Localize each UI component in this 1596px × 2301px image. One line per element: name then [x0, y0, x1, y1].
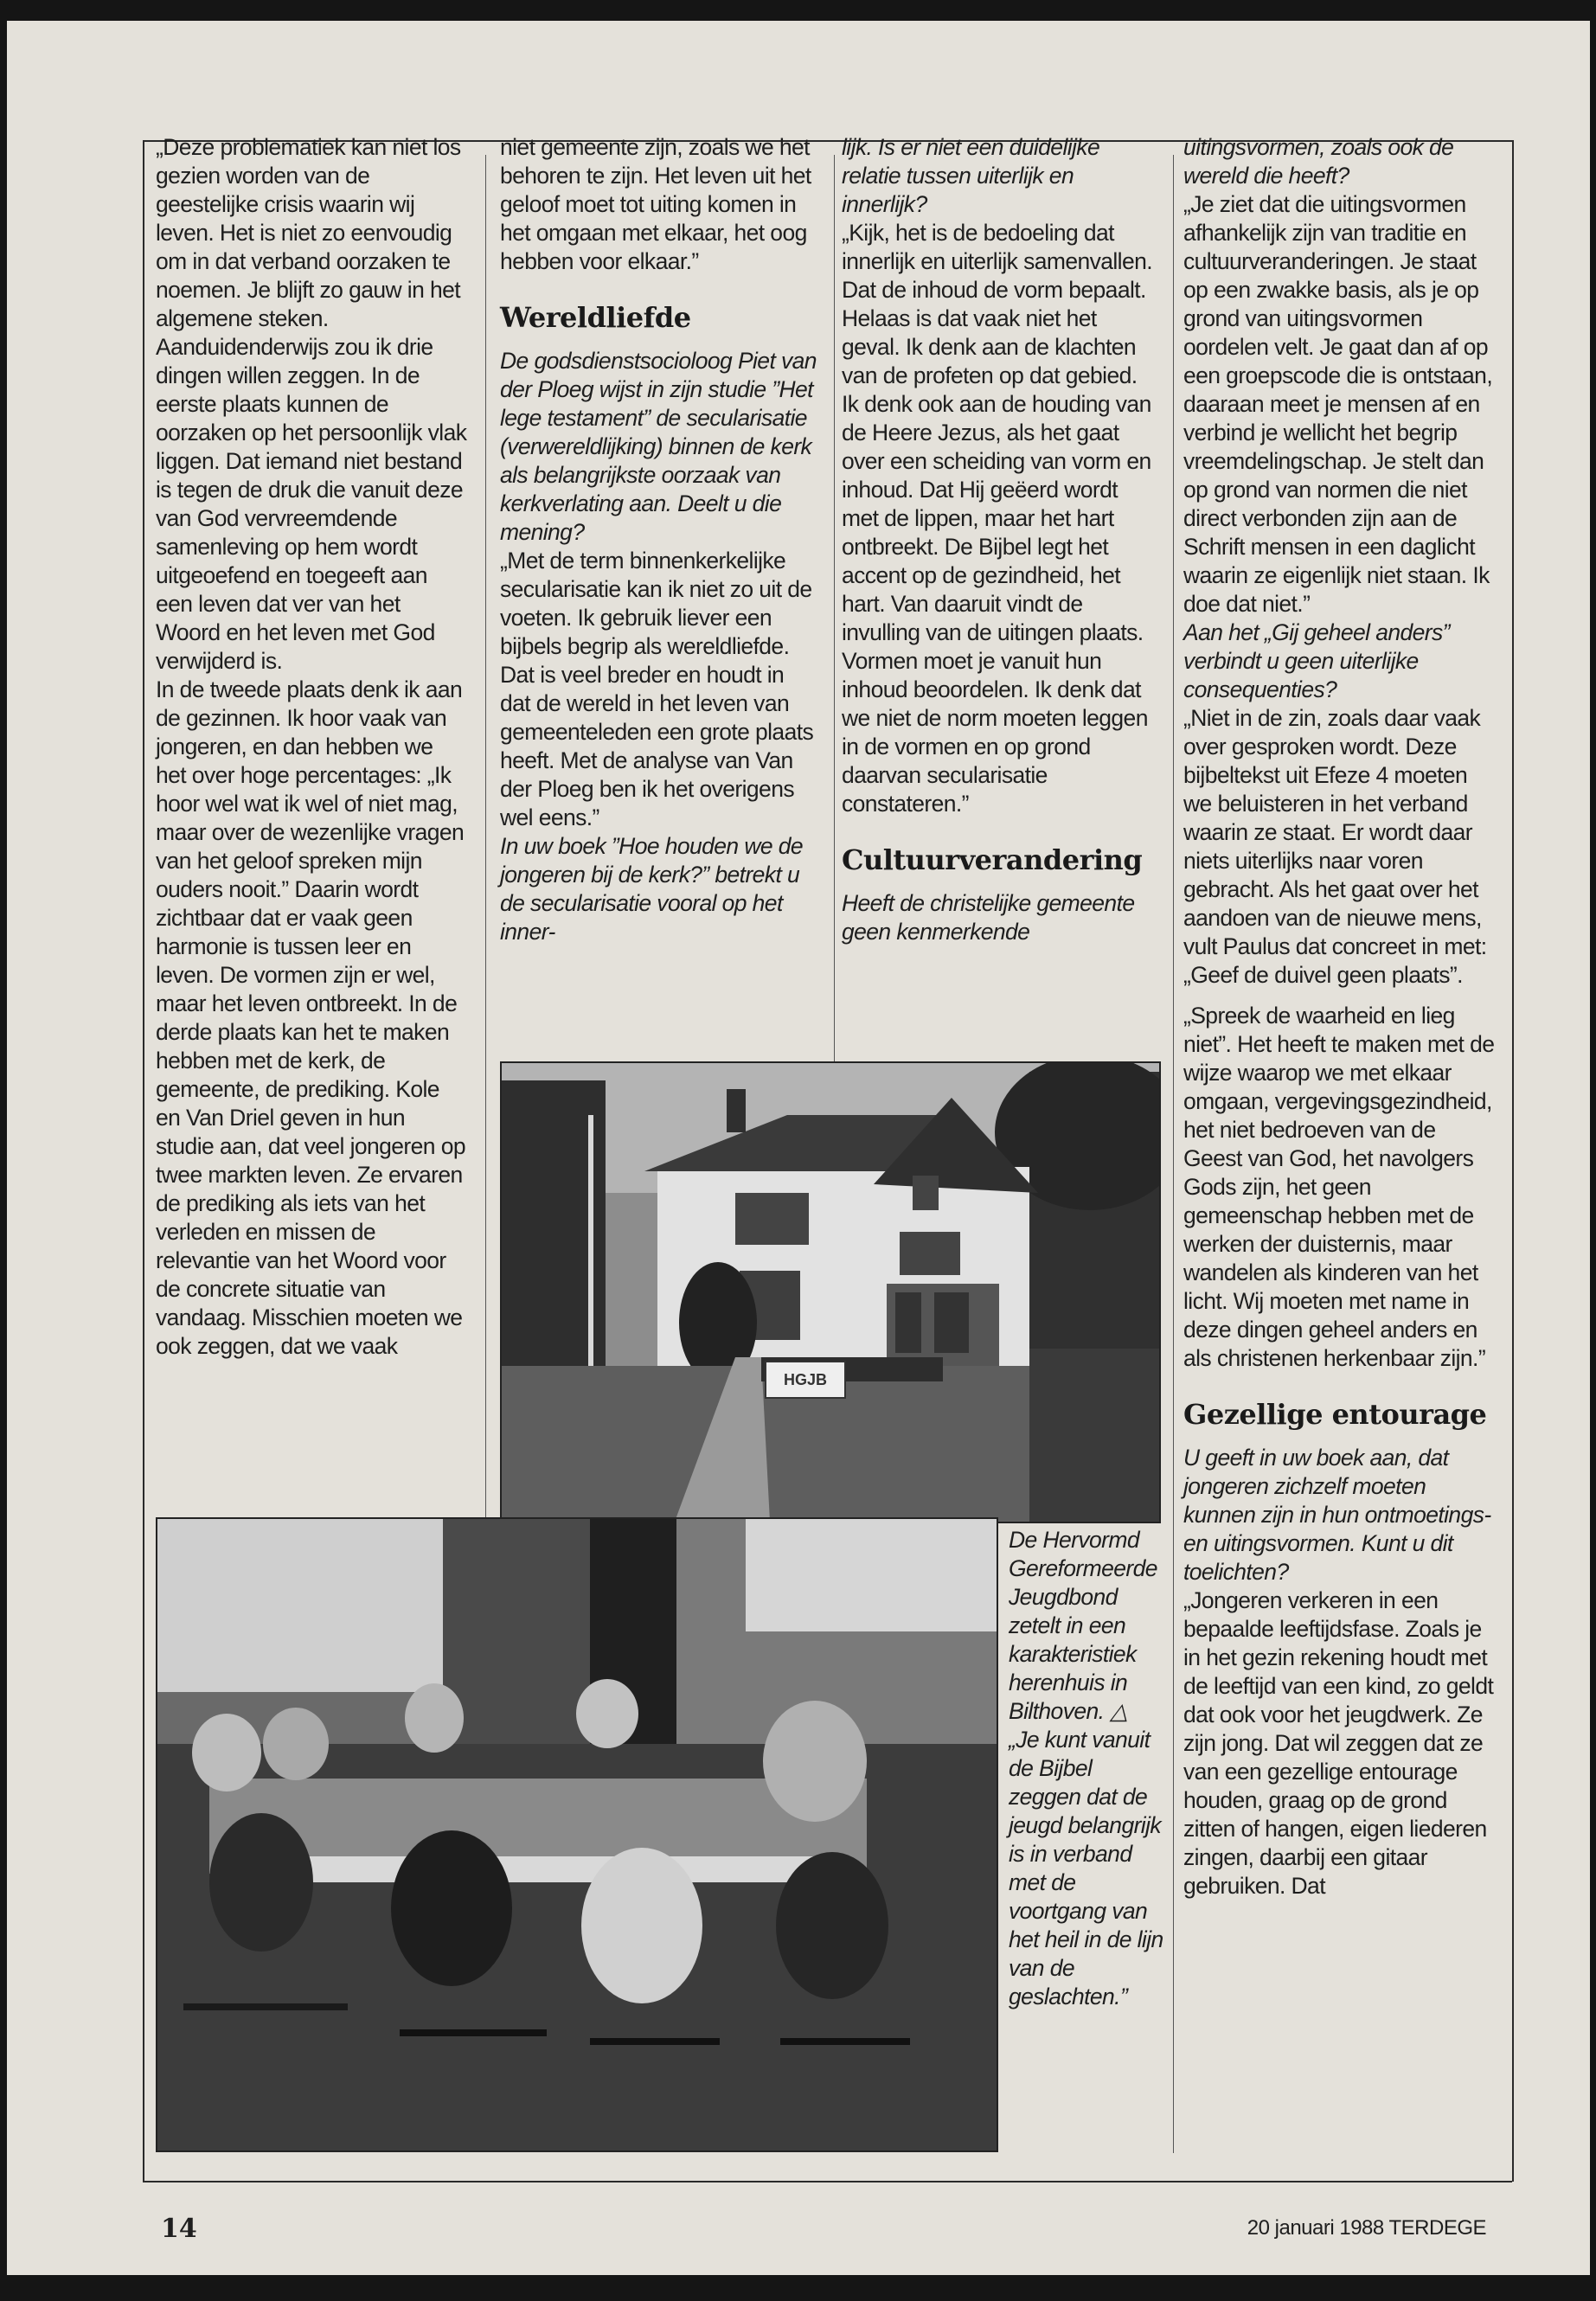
house-photo-graphic	[502, 1063, 1159, 1522]
frame-left-rule	[143, 140, 144, 2182]
caption-text: De Hervormd Gereformeerde Jeugdbond zetelt in een karakteristiek herenhuis in Bilthoven. △	[1009, 1527, 1157, 1724]
col4-answer-4: „Jongeren verkeren in een bepaalde leeftijdsfase. Zoals je in het gezin rekening houdt met de leeftijd van een kind, zo geldt dat ook voor het jeugdwerk. Ze zijn jong. Dat wil zeggen dat ze van een gezellige entourage houden, graag op de grond zitten of hangen, eigen liederen zingen, daarbij een gitaar gebruiken. Dat	[1183, 1587, 1494, 1899]
heading-cultuurverandering: Cultuurverandering	[842, 843, 1143, 876]
issue-date: 20 januari 1988 TERDEGE	[1247, 2216, 1486, 2240]
col4-question-3: U geeft in uw boek aan, dat jongeren zichzelf moeten kunnen zijn in hun ontmoetings- en uitingsvormen. Kunt u dit toelichten?	[1183, 1445, 1491, 1585]
heading-wereldliefde: Wereldliefde	[500, 301, 691, 334]
column-rule-2	[834, 155, 835, 1080]
col2-intro: niet gemeente zijn, zoals we het behoren te zijn. Het leven uit het geloof moet tot uiting komen in het omgaan met elkaar, het oog hebben voor elkaar.”	[500, 134, 811, 274]
classroom-photo	[156, 1517, 998, 2152]
frame-bottom-rule	[143, 2181, 1512, 2182]
col2-answer-1: „Met de term binnenkerkelijke secularisatie kan ik niet zo uit de voeten. Ik gebruik liever een bijbels begrip als wereldliefde. Dat is veel breder en houdt in dat de wereld in het leven van gemeenteleden een grote plaats heeft. Met de analyse van Van der Ploeg ben ik het overigens wel eens.”	[500, 548, 814, 830]
caption-quote: „Je kunt vanuit de Bijbel zeggen dat de jeugd belangrijk is in verband met de voortgang van het heil in de lijn van de geslachten.”	[1009, 1727, 1163, 2009]
photo-caption	[1009, 1526, 1169, 2011]
classroom-photo-graphic	[157, 1519, 997, 2150]
col3-answer-1: „Kijk, het is de bedoeling dat innerlijk en uiterlijk samenvallen. Dat de inhoud de vorm bepaalt. Helaas is dat vaak niet het geval. Ik denk aan de klachten van de profeten op dat gebied. Ik denk ook aan de houding van de Heere Jezus, als het gaat over een scheiding van vorm en inhoud. Dat Hij geëerd wordt met de lippen, maar het hart ontbreekt. De Bijbel legt het accent op de gezindheid, het hart. Van daaruit vindt de invulling van de uitingen plaats. Vormen moet je vanuit hun inhoud beoordelen. Ik denk dat we niet de norm moeten leggen in de vormen en op grond daarvan secularisatie constateren.”	[842, 220, 1153, 817]
col4-answer-2: „Niet in de zin, zoals daar vaak over gesproken wordt. Deze bijbeltekst uit Efeze 4 moeten we beluisteren in het verband waarin ze staat. Er wordt daar niets uiterlijks naar voren gebracht. Als het gaat over het aandoen van de nieuwe mens, vult Paulus dat concreet in met: „Geef de duivel geen plaats”.	[1183, 705, 1487, 988]
col1-paragraph-1: „Deze problematiek kan niet los gezien worden van de geestelijke crisis waarin wij leven. Het is niet zo eenvoudig om in dat verband oorzaken te noemen. Je blijft zo gauw in het algemene steken. Aanduidenderwijs zou ik drie dingen willen zeggen. In de eerste plaats kunnen de oorzaken op het persoonlijk vlak liggen. Dat iemand niet bestand is tegen de druk die vanuit deze van God vervreemdende samenleving op hem wordt uitgeoefend en toegeeft aan een leven dat ver van het Woord en het leven met God verwijderd is.	[156, 134, 467, 674]
frame-right-rule	[1512, 140, 1514, 2182]
col2-question-2: In uw boek ”Hoe houden we de jongeren bij de kerk?” betrekt u de secularisatie vooral op het inner-	[500, 833, 804, 945]
col3-question-2: Heeft de christelijke gemeente geen kenmerkende	[842, 890, 1135, 945]
house-photo	[500, 1061, 1161, 1523]
col4-answer-1: „Je ziet dat die uitingsvormen afhankelijk zijn van traditie en cultuurveranderingen. Je staat op een zwakke basis, als je op grond van uitingsvormen oordelen velt. Je gaat dan af op een groepscode die is ontstaan, daaraan meet je mensen af en verbind je wellicht het begrip vreemdelingschap. Je stelt dan op grond van normen die niet direct verbonden zijn aan de Schrift mensen in een daglicht waarin ze eigenlijk niet staan. Ik doe dat niet.”	[1183, 191, 1493, 617]
column-4	[1183, 133, 1499, 1900]
col1-paragraph-2: In de tweede plaats denk ik aan de gezinnen. Ik hoor vaak van jongeren, en dan hebben we het over hoge percentages: „Ik hoor wel wat ik wel of niet mag, maar over de wezenlijke vragen van het geloof spreken mijn ouders nooit.” Daarin wordt zichtbaar dat er vaak geen harmonie is tussen leer en leven. De vormen zijn er wel, maar het leven ontbreekt. In de derde plaats kan het te maken hebben met de kerk, de gemeente, de prediking. Kole en Van Driel geven in hun studie aan, dat veel jongeren op twee markten leven. Ze ervaren de prediking als iets van het verleden en missen de relevantie van het Woord voor de concrete situatie van vandaag. Misschien moeten we ook zeggen, dat we vaak	[156, 676, 465, 1359]
col4-question-1: uitingsvormen, zoals ook de wereld die heeft?	[1183, 134, 1454, 189]
page-number: 14	[161, 2214, 197, 2244]
col3-question-1: lijk. Is er niet een duidelijke relatie tussen uiterlijk en innerlijk?	[842, 134, 1100, 217]
column-rule-1	[485, 155, 486, 1522]
column-3	[842, 133, 1157, 946]
col4-question-2: Aan het „Gij geheel anders” verbindt u geen uiterlijke consequenties?	[1183, 619, 1450, 702]
column-1	[156, 133, 467, 1361]
heading-gezellige-entourage: Gezellige entourage	[1183, 1398, 1487, 1431]
column-rule-3	[1173, 155, 1174, 2153]
magazine-page	[7, 21, 1590, 2275]
col4-answer-3: „Spreek de waarheid en lieg niet”. Het heeft te maken met de wijze waarop we met elkaar omgaan, vergevingsgezindheid, het niet bedroeven van de Geest van God, het navolgers Gods zijn, het geen gemeenschap hebben met de werken der duisternis, maar wandelen als kinderen van het licht. Wij moeten met name in deze dingen geheel anders en als christenen herkenbaar zijn.”	[1183, 1003, 1495, 1371]
house-sign-text: HGJB	[783, 1371, 828, 1388]
column-2	[500, 133, 817, 946]
col2-question-1: De godsdienstsocioloog Piet van der Ploeg wijst in zijn studie ”Het lege testament” de secularisatie (verwereldlijking) binnen de kerk als belangrijkste oorzaak van kerkverlating aan. Deelt u die mening?	[500, 348, 817, 545]
